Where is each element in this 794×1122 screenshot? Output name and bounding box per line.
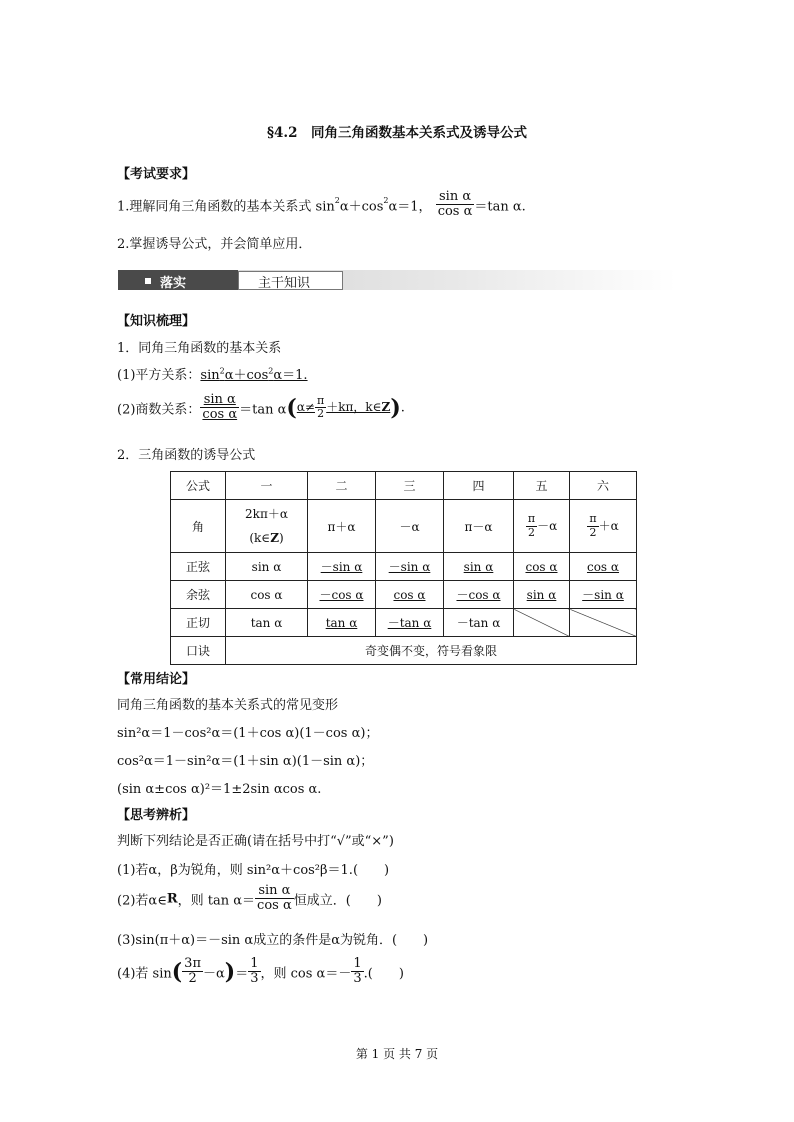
banner-bullet-icon — [145, 278, 151, 284]
angle-cell: π＋α — [308, 500, 376, 553]
table-cell: tan α — [226, 609, 308, 637]
table-cell: cos α — [570, 553, 637, 581]
table-cell: cos α — [226, 581, 308, 609]
table-diagonal-cell — [514, 609, 570, 637]
table-cell: －sin α — [570, 581, 637, 609]
quotient-fraction: $\frac{\text{sin α}}{\text{cos α}}$ — [202, 392, 238, 423]
table-row-label: 余弦 — [171, 581, 226, 609]
think-intro: 判断下列结论是否正确(请在括号中打“√”或“×”) — [117, 834, 394, 849]
table-header-row — [171, 472, 637, 500]
exam-requirement-2: 2.掌握诱导公式，并会简单应用． — [117, 237, 312, 252]
square-relation: (1)平方关系：$\sin^2\alpha+\cos^2\alpha=1$. — [117, 366, 308, 383]
table-header-cell: 一 — [226, 472, 308, 500]
table-cell: －cos α — [444, 581, 514, 609]
conclusion-heading: 【常用结论】 — [117, 672, 196, 687]
induction-formula-table — [170, 471, 637, 665]
knowledge-point-2: 2．三角函数的诱导公式 — [117, 448, 256, 463]
page-footer: 第 1 页 共 7 页 — [355, 1047, 439, 1061]
table-cell: cos α — [376, 581, 444, 609]
table-header-cell: 四 — [444, 472, 514, 500]
angle-cell: －α — [376, 500, 444, 553]
quotient-relation: (2)商数关系： $\frac{\text{sin α}}{\text{cos α}}$ ＝tan α(α≠ $\frac{\pi}{2}$ ＋kπ，k∈Z). — [117, 392, 405, 423]
angle-cell: $\frac{\pi}{2}$ ＋α — [570, 500, 637, 553]
knowledge-heading: 【知识梳理】 — [117, 314, 196, 329]
table-cell: cos α — [514, 553, 570, 581]
table-row-label: 正弦 — [171, 553, 226, 581]
exam-requirement-1: 1.理解同角三角函数的基本关系式 $\sin^2\alpha+\cos^2\alpha=1$， $\frac{\text{sin α}}{\text{cos α}}$ ＝tan α. — [117, 189, 526, 220]
table-cell: －tan α — [444, 609, 514, 637]
table-row-label: 正切 — [171, 609, 226, 637]
banner-left-label: 落实 — [160, 276, 187, 291]
table-row-label: 口诀 — [171, 637, 226, 665]
table-cell: tan α — [308, 609, 376, 637]
table-cell: sin α — [226, 553, 308, 581]
question-2: (2)若α∈R，则 tan α＝ $\frac{\text{sin α}}{\text{cos α}}$ 恒成立．( ) — [117, 883, 382, 914]
angle-cell: π－α — [444, 500, 514, 553]
conclusion-line-2: cos²α＝1－sin²α＝(1＋sin α)(1－sin α)； — [117, 754, 374, 769]
table-header-cell: 公式 — [171, 472, 226, 500]
table-cell: －sin α — [376, 553, 444, 581]
angle-cell: $\frac{\pi}{2}$ －α — [514, 500, 570, 553]
banner-right-label: 主干知识 — [258, 276, 311, 291]
table-cell: sin α — [514, 581, 570, 609]
table-cell: －tan α — [376, 609, 444, 637]
table-tan-row — [171, 609, 637, 637]
conclusion-intro: 同角三角函数的基本关系式的常见变形 — [117, 698, 339, 713]
table-header-cell: 三 — [376, 472, 444, 500]
angle-cell: 2kπ＋α (k∈Z) — [226, 500, 308, 553]
conclusion-line-3: (sin α±cos α)²＝1±2sin αcos α. — [117, 782, 322, 797]
question-3: (3)sin(π＋α)＝－sin α成立的条件是α为锐角．( ) — [117, 933, 429, 948]
table-sin-row — [171, 553, 637, 581]
table-header-cell: 二 — [308, 472, 376, 500]
rhyme-cell: 奇变偶不变，符号看象限 — [226, 637, 637, 665]
table-header-cell: 五 — [514, 472, 570, 500]
question-1: (1)若α，β为锐角，则 sin²α＋cos²β＝1.( ) — [117, 863, 390, 878]
table-rhyme-row — [171, 637, 637, 665]
table-cos-row — [171, 581, 637, 609]
question-4: (4)若 sin( $\frac{3\pi}{2}$ －α)＝ $\frac{1}{3}$ ，则 cos α＝－ $\frac{1}{3}$ .( ) — [117, 956, 404, 987]
table-cell: －cos α — [308, 581, 376, 609]
page-title: §4.2 同角三角函数基本关系式及诱导公式 — [266, 125, 528, 141]
conclusion-line-1: sin²α＝1－cos²α＝(1＋cos α)(1－cos α)； — [117, 726, 379, 741]
think-heading: 【思考辨析】 — [117, 808, 196, 823]
table-cell: －sin α — [308, 553, 376, 581]
table-angle-row — [171, 500, 637, 553]
table-row-label: 角 — [171, 500, 226, 553]
sin-over-cos-fraction: $\frac{\text{sin α}}{\text{cos α}}$ — [437, 189, 473, 220]
knowledge-point-1: 1．同角三角函数的基本关系 — [117, 341, 282, 356]
table-cell: sin α — [444, 553, 514, 581]
exam-requirements-heading: 【考试要求】 — [117, 167, 196, 182]
table-header-cell: 六 — [570, 472, 637, 500]
table-diagonal-cell — [570, 609, 637, 637]
